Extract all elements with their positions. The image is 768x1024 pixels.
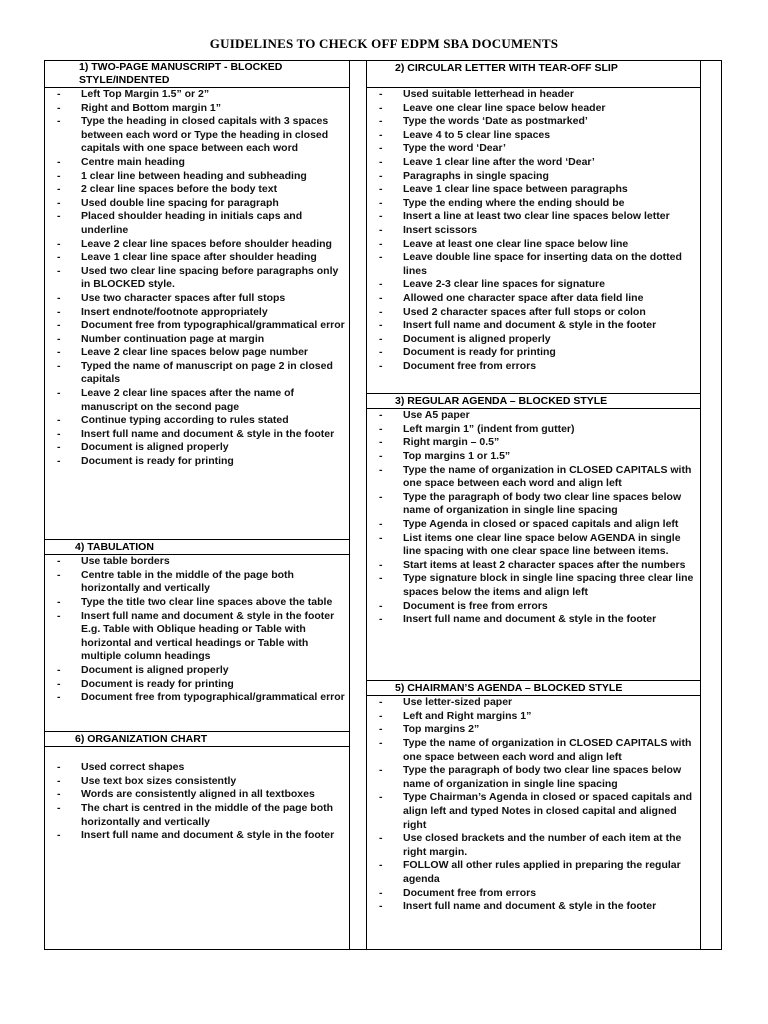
list-item: - Centre main heading xyxy=(45,156,349,170)
list-item: - Top margins 2” xyxy=(367,723,700,737)
list-item: - Insert scissors xyxy=(367,224,700,238)
list-item: - Insert full name and document & style in the footer xyxy=(45,829,349,843)
checklist xyxy=(45,555,349,705)
list-item: - Used double line spacing for paragraph xyxy=(45,197,349,211)
list-item: - Document is aligned properly xyxy=(367,333,700,347)
list-item: - Type Agenda in closed or spaced capitals and align left xyxy=(367,518,700,532)
list-item: - Leave 1 clear line space after shoulder heading xyxy=(45,251,349,265)
checklist xyxy=(367,696,700,914)
list-item: - Start items at least 2 character spaces after the numbers xyxy=(367,559,700,573)
list-item: - Type Chairman’s Agenda in closed or spaced capitals and align left and typed Notes in closed capital and aligned right xyxy=(367,791,700,832)
list-item: - Document is ready for printing xyxy=(45,455,349,469)
section-circular-letter xyxy=(367,61,700,373)
list-item: - Type the paragraph of body two clear line spaces below name of organization in single line spacing xyxy=(367,491,700,518)
list-item: - Left margin 1” (indent from gutter) xyxy=(367,423,700,437)
list-item: - Use A5 paper xyxy=(367,409,700,423)
list-item: - Use closed brackets and the number of each item at the right margin. xyxy=(367,832,700,859)
list-item: - Type the paragraph of body two clear line spaces below name of organization in single line spacing xyxy=(367,764,700,791)
list-item: - Used suitable letterhead in header xyxy=(367,88,700,102)
checklist xyxy=(45,761,349,843)
list-item: - Words are consistently aligned in all textboxes xyxy=(45,788,349,802)
section-two-page-manuscript xyxy=(45,61,349,469)
list-item: - Leave 1 clear line space between paragraphs xyxy=(367,183,700,197)
list-item: - Document is aligned properly xyxy=(45,664,349,678)
list-item: - Use table borders xyxy=(45,555,349,569)
list-item: - 2 clear line spaces before the body text xyxy=(45,183,349,197)
list-item: - List items one clear line space below AGENDA in single line spacing with one clear space line between items. xyxy=(367,532,700,559)
list-item: - Placed shoulder heading in initials caps and underline xyxy=(45,210,349,237)
list-item: - Document is ready for printing xyxy=(45,678,349,692)
list-item: - Typed the name of manuscript on page 2 in closed capitals xyxy=(45,360,349,387)
list-item: - Leave at least one clear line space below line xyxy=(367,238,700,252)
list-item: - Leave 2 clear line spaces after the name of manuscript on the second page xyxy=(45,387,349,414)
list-item: - The chart is centred in the middle of the page both horizontally and vertically xyxy=(45,802,349,829)
list-item: - 1 clear line between heading and subheading xyxy=(45,170,349,184)
list-item: - Document free from errors xyxy=(367,360,700,374)
list-item: - Leave 2 clear line spaces before shoulder heading xyxy=(45,238,349,252)
list-item: - Type the title two clear line spaces above the table xyxy=(45,596,349,610)
list-item: - Document is aligned properly xyxy=(45,441,349,455)
section-chairmans-agenda xyxy=(367,680,700,914)
list-item: - Number continuation page at margin xyxy=(45,333,349,347)
section-organization-chart xyxy=(45,731,349,843)
list-item: - Type the heading in closed capitals with 3 spaces between each word or Type the heading in closed capitals with one space between each word xyxy=(45,115,349,156)
list-item: - Insert full name and document & style in the footer xyxy=(367,613,700,627)
list-item: - FOLLOW all other rules applied in preparing the regular agenda xyxy=(367,859,700,886)
checklist xyxy=(367,88,700,373)
list-item: - Document is free from errors xyxy=(367,600,700,614)
list-item: - Leave double line space for inserting data on the dotted lines xyxy=(367,251,700,278)
list-item: - Insert a line at least two clear line spaces below letter xyxy=(367,210,700,224)
list-item: - Leave 4 to 5 clear line spaces xyxy=(367,129,700,143)
list-item: - Use letter-sized paper xyxy=(367,696,700,710)
list-item: - Leave 1 clear line after the word ‘Dear’ xyxy=(367,156,700,170)
list-item: - Top margins 1 or 1.5” xyxy=(367,450,700,464)
list-item: - Type the ending where the ending should be xyxy=(367,197,700,211)
checklist xyxy=(367,409,700,627)
section-regular-agenda xyxy=(367,393,700,627)
list-item: - Type signature block in single line spacing three clear line spaces below the items and align left xyxy=(367,572,700,599)
list-item: - Right and Bottom margin 1” xyxy=(45,102,349,116)
list-item: - Type the word ‘Dear’ xyxy=(367,142,700,156)
list-item: - Leave 2-3 clear line spaces for signature xyxy=(367,278,700,292)
column-divider xyxy=(700,60,701,950)
list-item: - Paragraphs in single spacing xyxy=(367,170,700,184)
list-item: - Use two character spaces after full stops xyxy=(45,292,349,306)
section-heading: 1) TWO-PAGE MANUSCRIPT - BLOCKED STYLE/INDENTED xyxy=(45,61,349,88)
list-item: - Right margin – 0.5” xyxy=(367,436,700,450)
list-item: - Insert full name and document & style in the footer xyxy=(45,428,349,442)
list-item: - Leave one clear line space below header xyxy=(367,102,700,116)
list-item: - Type the words ‘Date as postmarked’ xyxy=(367,115,700,129)
list-item: - Allowed one character space after data field line xyxy=(367,292,700,306)
list-item: - Document free from typographical/grammatical error xyxy=(45,691,349,705)
list-item: - Insert endnote/footnote appropriately xyxy=(45,306,349,320)
list-item: - Used correct shapes xyxy=(45,761,349,775)
page-title: GUIDELINES TO CHECK OFF EDPM SBA DOCUMENTS xyxy=(209,36,559,51)
section-heading: 2) CIRCULAR LETTER WITH TEAR-OFF SLIP xyxy=(367,61,700,88)
section-heading: 5) CHAIRMAN’S AGENDA – BLOCKED STYLE xyxy=(367,680,700,696)
list-item: - Left Top Margin 1.5” or 2” xyxy=(45,88,349,102)
list-item: - Used two clear line spacing before paragraphs only in BLOCKED style. xyxy=(45,265,349,292)
list-item: - Continue typing according to rules stated xyxy=(45,414,349,428)
list-item: - Use text box sizes consistently xyxy=(45,775,349,789)
list-item: - Type the name of organization in CLOSED CAPITALS with one space between each word and align left xyxy=(367,464,700,491)
list-item: - Insert full name and document & style in the footer E.g. Table with Oblique heading or Table with horizontal and vertical headings or Table with multiple column headings xyxy=(45,610,349,664)
list-item: - Document is ready for printing xyxy=(367,346,700,360)
list-item: - Insert full name and document & style in the footer xyxy=(367,900,700,914)
list-item: - Used 2 character spaces after full stops or colon xyxy=(367,306,700,320)
list-item: - Centre table in the middle of the page both horizontally and vertically xyxy=(45,569,349,596)
list-item: - Type the name of organization in CLOSED CAPITALS with one space between each word and align left xyxy=(367,737,700,764)
section-heading: 3) REGULAR AGENDA – BLOCKED STYLE xyxy=(367,393,700,409)
section-heading: 6) ORGANIZATION CHART xyxy=(45,731,349,747)
list-item: - Insert full name and document & style in the footer xyxy=(367,319,700,333)
section-tabulation xyxy=(45,539,349,705)
list-item: - Document free from typographical/grammatical error xyxy=(45,319,349,333)
list-item: - Leave 2 clear line spaces below page number xyxy=(45,346,349,360)
list-item: - Left and Right margins 1” xyxy=(367,710,700,724)
checklist xyxy=(45,88,349,469)
list-item: - Document free from errors xyxy=(367,887,700,901)
column-divider xyxy=(349,60,350,950)
section-heading: 4) TABULATION xyxy=(45,539,349,555)
